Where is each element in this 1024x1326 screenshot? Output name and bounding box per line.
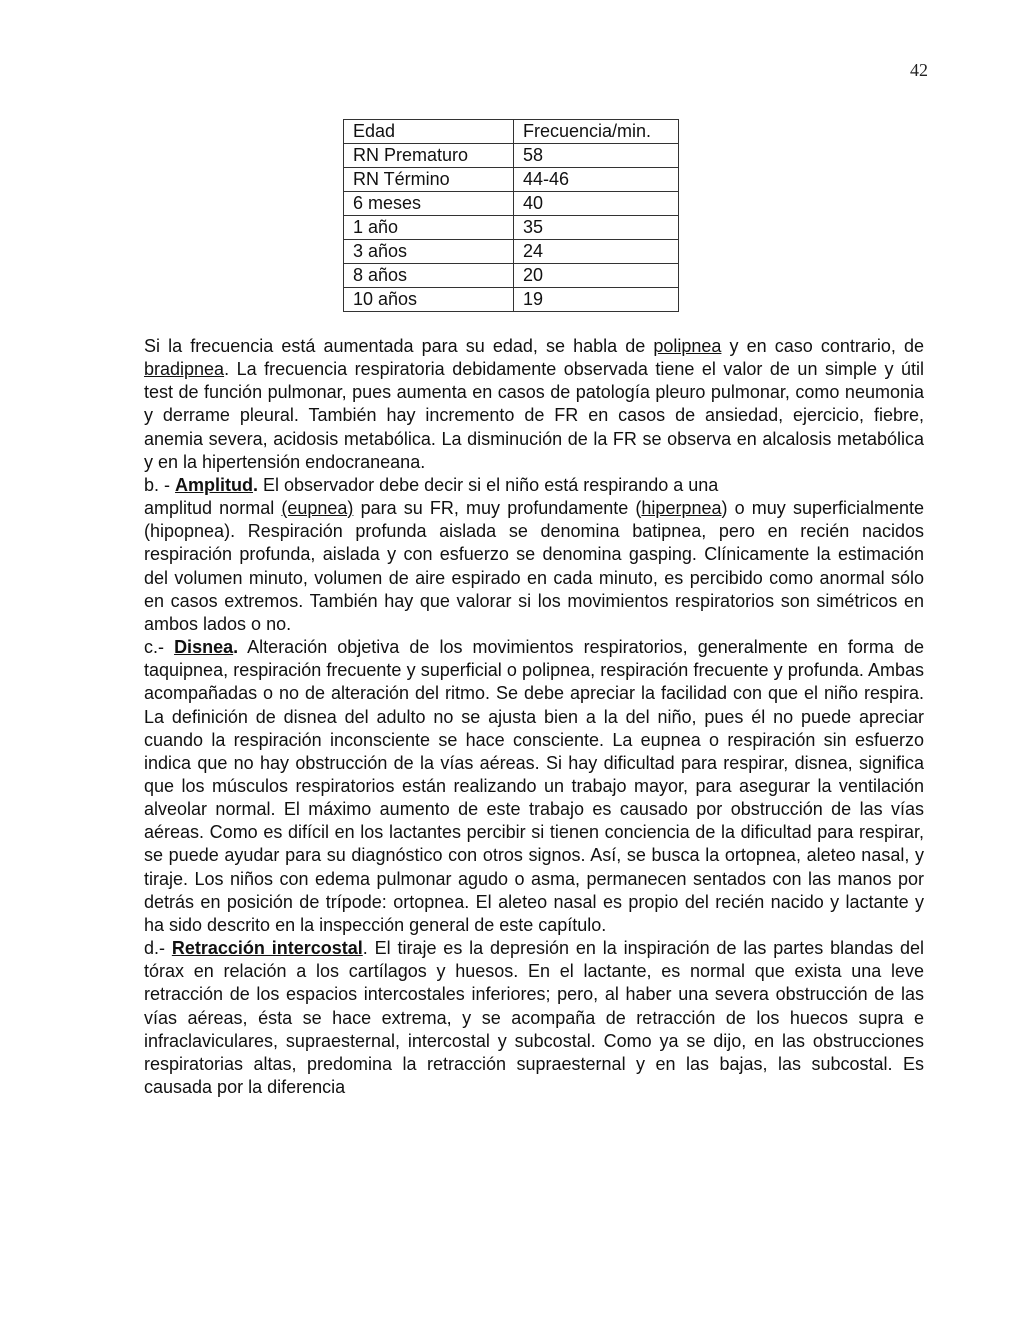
body-text xyxy=(144,335,924,1099)
table-row xyxy=(344,168,679,192)
term-hiperpnea: hiperpnea xyxy=(641,498,722,519)
table-cell-age: 10 años xyxy=(344,288,514,312)
table-header-row xyxy=(344,120,679,144)
text-span: para su FR, muy profundamente ( xyxy=(353,498,642,519)
paragraph-retraccion xyxy=(144,937,924,1099)
page-number: 42 xyxy=(910,60,928,80)
text-span: . La frecuencia respiratoria debidamente observada tiene el valor de un simple y útil test de función pulmonar, pues aumenta en casos de patología pleuro pulmonar, como neumonia y derrame pleural. También hay incremento de FR en casos de ansiedad, ejercicio, fiebre, anemia severa, acidosis metabólica. La disminución de la FR se observa en alcalosis metabólica y en la hipertensión endocraneana. xyxy=(144,359,924,472)
text-span: Si la frecuencia está aumentada para su edad, se habla de xyxy=(144,336,654,356)
table-cell-rate: 58 xyxy=(514,144,679,168)
section-prefix: c.- xyxy=(144,637,175,658)
table-cell-age: 8 años xyxy=(344,264,514,288)
text-span: . El tiraje es la depresión en la inspiración de las partes blandas del tórax en relación a los cartílagos y huesos. En el lactante, es normal que exista una leve retracción de los espacios intercostales inferiores; pero, al haber una severa obstrucción de las vías aéreas, ésta se hace extrema, y se acompaña de retracción de los huecos supra e infraclaviculares, supraesternal, intercostal y subcostal. Como ya se dijo, en las obstrucciones respiratorias altas, predomina la retracción supraesternal y en las bajas, las subcostal. Es causada por la diferencia xyxy=(144,938,924,1097)
table-row xyxy=(344,192,679,216)
table-cell-rate: 40 xyxy=(514,192,679,216)
text-span: Alteración objetiva de los movimientos respiratorios, generalmente en forma de taquipnea, respiración frecuente y superficial o polipnea, respiración frecuente y profunda. Ambas acompañadas o no de alteración del ritmo. Se debe apreciar la facilidad con que el niño respira. La definición de disnea del adulto no se ajusta bien a la del niño, pues él no puede apreciar cuando la respiración inconsciente se hace consciente. La eupnea o respiración sin esfuerzo indica que no hay obstrucción de la vías aéreas. Si hay dificultad para respirar, disnea, significa que los músculos respiratorios están realizando un trabajo mayor, para asegurar la ventilación alveolar normal. El máximo aumento de este trabajo es causado por obstrucción de las vías aéreas. Como es difícil en los lactantes percibir si tienen conciencia de la dificultad para respirar, se puede ayudar para su diagnóstico con otros signos. Así, se busca la ortopnea, aleteo nasal, y tiraje. Los niños con edema pulmonar agudo o asma, permanecen sentados con las manos por detrás en posición de trípode: ortopnea. El aleteo nasal es propio del recién nacido y lactante y ha sido descrito en la inspección general de este capítulo. xyxy=(144,637,925,935)
table-header-cell: Frecuencia/min. xyxy=(514,120,679,144)
text-span: ) o muy superficialmente (hipopnea). Respiración profunda aislada se denomina batipnea, pero en recién nacidos respiración profunda, aislada y con esfuerzo se denomina gasping. Clínicamente la estimación del volumen minuto, volumen de aire espirado en cada minuto, es percibido como anormal sólo en casos extremos. También hay que valorar si los movimientos respiratorios son simétricos en ambos lados o no. xyxy=(144,498,925,634)
table-cell-age: 3 años xyxy=(344,240,514,264)
table-cell-rate: 44-46 xyxy=(514,168,679,192)
term-polipnea: polipnea xyxy=(653,336,722,356)
term-eupnea: (eupnea) xyxy=(281,498,354,519)
table-cell-rate: 20 xyxy=(514,264,679,288)
table-row xyxy=(344,240,679,264)
table-cell-age: 1 año xyxy=(344,216,514,240)
table-cell-rate: 35 xyxy=(514,216,679,240)
table-row xyxy=(344,144,679,168)
table-cell-age: RN Término xyxy=(344,168,514,192)
table-header-cell: Edad xyxy=(344,120,514,144)
term-bradipnea: bradipnea xyxy=(144,359,225,380)
section-heading-retraccion: Retracción intercostal xyxy=(171,938,363,959)
table-cell-age: RN Prematuro xyxy=(344,144,514,168)
paragraph-amplitud xyxy=(144,497,924,636)
table-row xyxy=(344,288,679,312)
paragraph-frequency xyxy=(144,335,924,474)
text-span: amplitud normal xyxy=(144,498,282,519)
heading-dot: . xyxy=(253,474,259,495)
respiratory-rate-table xyxy=(343,119,679,312)
table-cell-rate: 19 xyxy=(514,288,679,312)
section-prefix: d.- xyxy=(144,938,172,959)
paragraph-disnea xyxy=(144,636,924,937)
text-span: El observador debe decir si el niño está respirando a una xyxy=(258,474,719,495)
section-heading-disnea: Disnea xyxy=(174,637,234,658)
table-row xyxy=(344,216,679,240)
paragraph-amplitud-heading xyxy=(144,474,924,497)
table-cell-age: 6 meses xyxy=(344,192,514,216)
heading-dot: . xyxy=(233,637,239,658)
section-prefix: b. - xyxy=(144,474,176,495)
table-cell-rate: 24 xyxy=(514,240,679,264)
section-heading-amplitud: Amplitud xyxy=(175,474,254,495)
text-span: y en caso contrario, de xyxy=(721,336,924,356)
table-row xyxy=(344,264,679,288)
